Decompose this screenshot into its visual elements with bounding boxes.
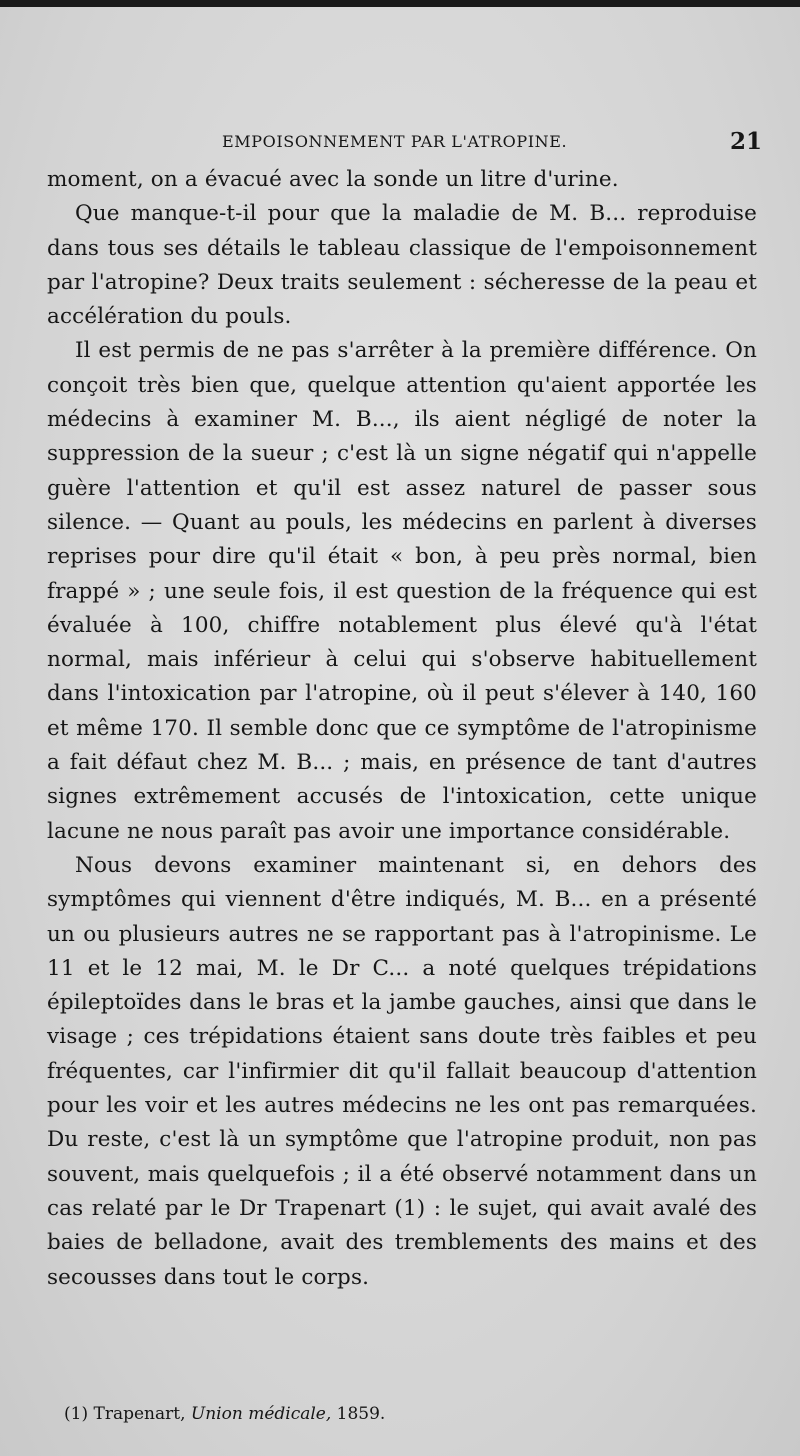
paragraph-2: Que manque-t-il pour que la maladie de M. B... reproduise dans tous ses détails le tableau classique de l'empoisonnement par l'atropine? Deux traits seulement : sécheresse de la peau et accélération du pouls. <box>47 201 757 330</box>
paragraph-4: Nous devons examiner maintenant si, en dehors des symptômes qui viennent d'être indiqués, M. B... en a présenté un ou plusieurs autres ne se rapportant pas à l'atropinisme. Le 11 et le 12 mai, M. le Dr C... a noté quelques trépidations épileptoïdes dans le bras et la jambe gauches, ainsi que dans le visage ; ces trépidations étaient sans doute très faibles et peu fréquentes, car l'infirmier dit qu'il fallait beaucoup d'attention pour les voir et les autres médecins ne les ont pas remarquées. Du reste, c'est là un symptôme que l'atropine produit, non pas souvent, mais quelquefois ; il a été observé notamment dans un cas relaté par le Dr Trapenart (1) : le sujet, qui avait avalé des baies de belladone, avait des tremblements des mains et des secousses dans tout le corps. <box>47 852 757 1290</box>
top-edge-rule <box>0 0 800 7</box>
paragraph-3: Il est permis de ne pas s'arrêter à la première différence. On conçoit très bien que, quelque attention qu'aient apportée les médecins à examiner M. B..., ils aient négligé de noter la suppression de la sueur ; c'est là un signe négatif qui n'appelle guère l'attention et qu'il est assez naturel de passer sous silence. — Quant au pouls, les médecins en parlent à diverses reprises pour dire qu'il était « bon, à peu près normal, bien frappé » ; une seule fois, il est question de la fréquence qui est évaluée à 100, chiffre notablement plus élevé qu'à l'état normal, mais inférieur à celui qui s'observe habituellement dans l'intoxication par l'atropine, où il peut s'élever à 140, 160 et même 170. Il semble donc que ce symptôme de l'atropinisme a fait défaut chez M. B... ; mais, en présence de tant d'autres signes extrêmement accusés de l'intoxication, cette unique lacune ne nous paraît pas avoir une importance considérable. <box>47 338 757 844</box>
running-head <box>0 128 800 158</box>
footnote-marker: (1) <box>64 1404 89 1424</box>
footnote-title: Union médicale, <box>190 1404 332 1424</box>
body-text <box>47 163 757 1295</box>
paragraph-1: moment, on a évacué avec la sonde un litre d'urine. <box>47 167 619 192</box>
footnote-year: 1859. <box>336 1404 386 1424</box>
page-number: 21 <box>730 128 763 155</box>
running-title: EMPOISONNEMENT PAR L'ATROPINE. <box>222 132 568 151</box>
footnote <box>64 1402 754 1426</box>
footnote-author: Trapenart, <box>93 1404 186 1424</box>
